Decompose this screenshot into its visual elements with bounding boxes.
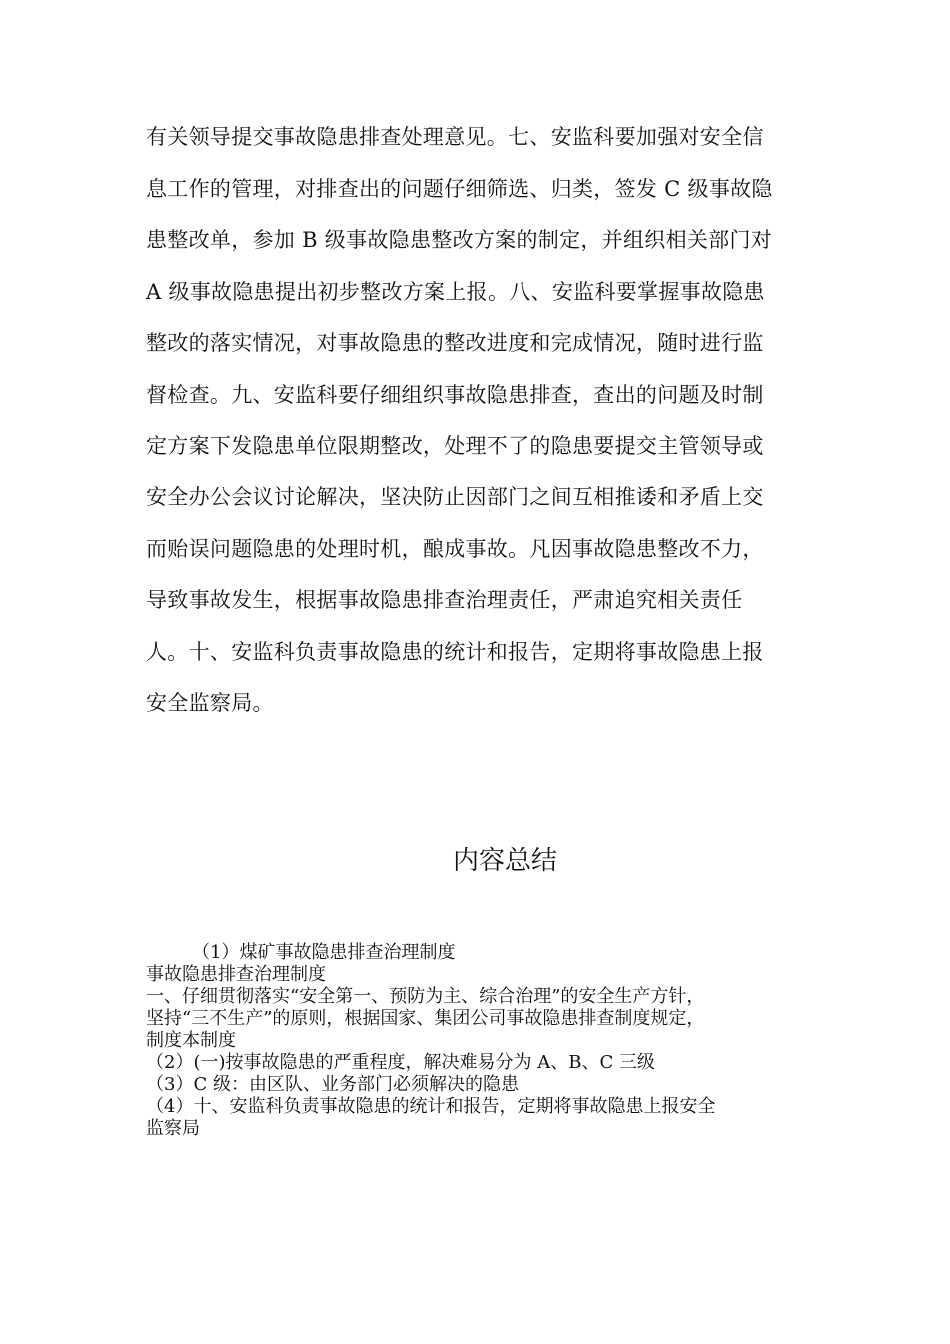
- summary-block: [146, 942, 826, 1140]
- summary-line: （2）(一)按事故隐患的严重程度，解决难易分为 A、B、C 三级: [146, 1052, 655, 1073]
- body-text-line: 息工作的管理，对排查出的问题仔细筛选、归类，签发 C 级事故隐: [146, 177, 773, 201]
- summary-line: 事故隐患排查治理制度: [146, 964, 326, 985]
- body-text-line: 导致事故发生，根据事故隐患排查治理责任，严肃追究相关责任: [146, 588, 743, 612]
- body-text-line: 安全办公会议讨论解决，坚决防止因部门之间互相推诿和矛盾上交: [146, 485, 764, 509]
- body-text-line: 安全监察局。: [146, 691, 274, 715]
- summary-line: 坚持“三不生产”的原则，根据国家、集团公司事故隐患排查制度规定，: [146, 1008, 705, 1029]
- summary-line: （3）C 级：由区队、业务部门必须解决的隐患: [146, 1074, 519, 1095]
- body-text-line: 患整改单，参加 B 级事故隐患整改方案的制定，并组织相关部门对: [146, 228, 773, 252]
- section-title: 内容总结: [452, 846, 557, 876]
- body-text-line: 有关领导提交事故隐患排查处理意见。七、安监科要加强对安全信: [146, 125, 764, 149]
- summary-line: 制度本制度: [146, 1030, 236, 1051]
- body-text-line: 而贻误问题隐患的处理时机，酿成事故。凡因事故隐患整改不力，: [146, 537, 764, 561]
- body-text-line: 整改的落实情况，对事故隐患的整改进度和完成情况，随时进行监: [146, 331, 764, 355]
- summary-line: 监察局: [146, 1118, 200, 1139]
- summary-line: （1）煤矿事故隐患排查治理制度: [192, 942, 456, 963]
- body-text-line: 定方案下发隐患单位限期整改，处理不了的隐患要提交主管领导或: [146, 434, 764, 458]
- body-text-line: 人。十、安监科负责事故隐患的统计和报告，定期将事故隐患上报: [146, 640, 764, 664]
- summary-line: （4）十、安监科负责事故隐患的统计和报告，定期将事故隐患上报安全: [146, 1096, 716, 1117]
- body-text-line: A 级事故隐患提出初步整改方案上报。八、安监科要掌握事故隐患: [146, 280, 765, 304]
- summary-line: 一、仔细贯彻落实“安全第一、预防为主、综合治理”的安全生产方针，: [146, 986, 705, 1007]
- body-text-line: 督检查。九、安监科要仔细组织事故隐患排查，查出的问题及时制: [146, 383, 764, 407]
